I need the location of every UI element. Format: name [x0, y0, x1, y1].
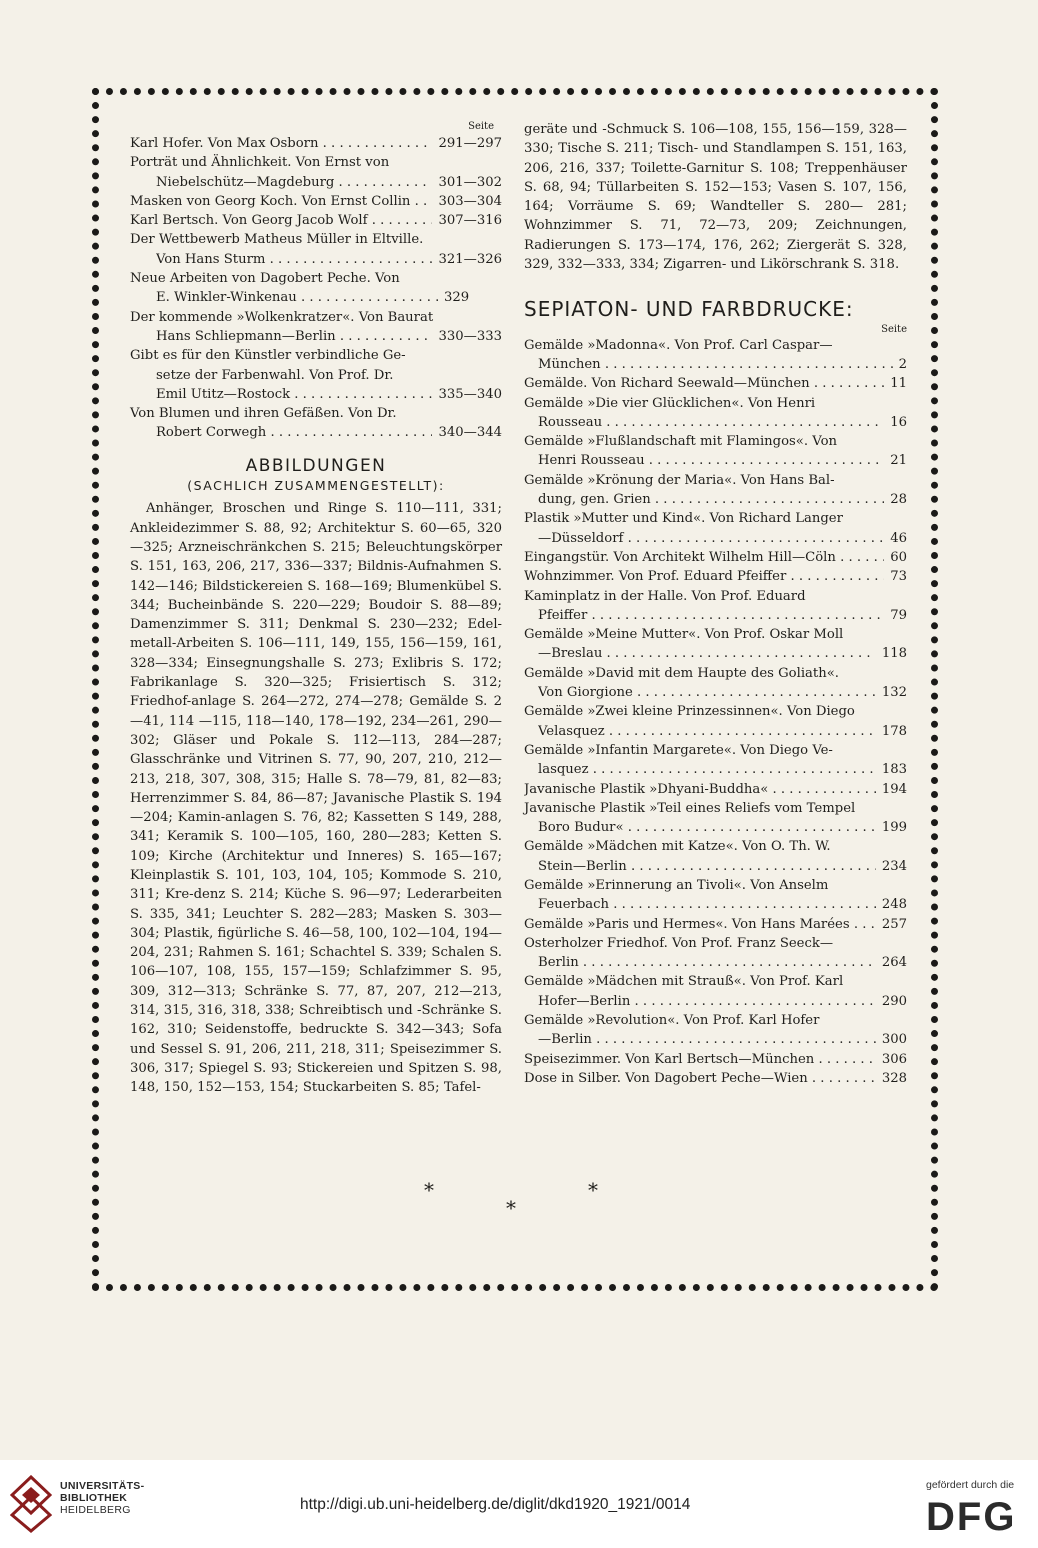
- plate-page-number: 234: [881, 858, 907, 874]
- ornamental-border-bottom: [92, 1284, 938, 1291]
- funded-by-label: gefördert durch die: [926, 1479, 1015, 1491]
- plate-title-line: Gemälde »David mit dem Haupte des Goliath«.: [524, 665, 839, 681]
- plate-title-line: Gemälde »Infantin Margarete«. Von Diego Ve-: [524, 742, 833, 758]
- plate-entry: [524, 374, 907, 393]
- plate-page-number: 16: [890, 414, 907, 430]
- plate-title-line: Pfeiffer . . .: [538, 606, 884, 625]
- plate-entry: [524, 336, 907, 375]
- plate-entry: [524, 587, 907, 626]
- ornament-star-right: *: [588, 1178, 598, 1202]
- plate-title-line: Berlin . . .: [538, 953, 876, 972]
- plate-title-line: Osterholzer Friedhof. Von Prof. Franz Seeck—: [524, 935, 834, 951]
- plate-list: [524, 336, 907, 1089]
- article-title-line: setze der Farbenwahl. Von Prof. Dr.: [156, 367, 394, 383]
- article-page-number: 330—333: [438, 328, 502, 344]
- plate-page-number: 2: [898, 356, 907, 372]
- article-title-line: Von Hans Sturm . . .: [156, 250, 432, 269]
- plate-page-number: 248: [881, 897, 907, 913]
- article-list: [130, 134, 502, 443]
- article-page-number: 307—316: [438, 213, 502, 229]
- article-entry: [130, 308, 502, 347]
- plate-entry: [524, 567, 907, 586]
- plate-title-line: Dose in Silber. Von Dagobert Peche—Wien . . .: [524, 1069, 876, 1088]
- abbildungen-index-text: Anhänger, Broschen und Ringe S. 110—111, 331; Ankleidezimmer S. 88, 92; Architektur S. 60—65, 320 —325; Arzneischränkchen S. 215; Beleuchtungskörper S. 151, 163, 206, 217, 336—337; Bildnis-Aufnahmen S. 142—146; Bildstickereien S. 168—169; Blumenkübel S. 344; Bucheinbände S. 220—229; Boudoir S. 88—89; Damenzimmer S. 311; Denkmal S. 230—232; Edel-metall-Arbeiten S. 106—111, 149, 155, 156—159, 161, 328—334; Einsegnungshalle S. 273; Exlibris S. 172; Fabrikanlage S. 320—325; Frisiertisch S. 312; Friedhof-anlage S. 264—272, 274—278; Gemälde S. 2—41, 114 —115, 118—140, 178—192, 234—261, 290—302; Gläser und Pokale S. 112—113, 284—287; Glasschränke und Vitrinen S. 77, 90, 207, 210, 212—213, 218, 307, 308, 315; Halle S. 78—79, 81, 82—83; Herrenzimmer S. 84, 86—87; Javanische Plastik S. 194—204; Kamin-anlagen S. 76, 82; Kassetten S 149, 288, 341; Keramik S. 100—105, 160, 280—283; Ketten S. 109; Kirche (Architektur und Inneres) S. 165—167; Kleinplastik S. 101, 103, 104, 105; Kommode S. 210, 311; Kre-denz S. 214; Küche S. 96—97; Lederarbeiten S. 335, 341; Leuchter S. 282—283; Masken S. 303—304; Plastik, figürliche S. 46—58, 100, 102—104, 194— 204, 231; Rahmen S. 161; Schachtel S. 339; Schalen S. 106—107, 108, 155, 157—159; Schlafzimmer S. 95, 309, 312—313; Schränke S. 77, 87, 207, 212—213, 314, 315, 316, 318, 338; Schreibtisch und -Schränke S. 162, 310; Seidenstoffe, bedruckte S. 342—343; Sofa und Sessel S. 91, 206, 211, 218, 311; Speisezimmer S. 306, 317; Spiegel S. 93; Stickereien und Spitzen S. 98, 148, 150, 152—153, 154; Stuckarbeiten S. 85; Tafel-: [130, 501, 502, 1096]
- plate-title-line: dung, gen. Grien . . .: [538, 490, 884, 509]
- plate-title-line: Feuerbach . . .: [538, 895, 876, 914]
- article-title-line: Von Blumen und ihren Gefäßen. Von Dr.: [130, 406, 397, 422]
- ornament-star-center: *: [506, 1196, 516, 1220]
- plate-title-line: Plastik »Mutter und Kind«. Von Richard Langer: [524, 511, 843, 527]
- article-page-number: 335—340: [438, 386, 502, 402]
- abbildungen-index-continuation: geräte und -Schmuck S. 106—108, 155, 156—159, 328—330; Tische S. 211; Tisch- und Standlampen S. 151, 163, 206, 216, 337; Toilette-Garnitur S. 108; Treppenhäuser S. 68, 94; Tüllarbeiten S. 152—153; Vasen S. 107, 156, 164; Vorräume S. 69; Wandteller S. 280— 281; Wohnzimmer S. 71, 72—73, 209; Zeichnungen, Radierungen S. 173—174, 176, 262; Ziergerät S. 328, 329, 332—333, 334; Zigarren- und Likörschrank S. 318.: [524, 122, 907, 273]
- plate-title-line: Henri Rousseau . . .: [538, 451, 884, 470]
- article-entry: [130, 346, 502, 404]
- plate-title-line: lasquez . . .: [538, 760, 876, 779]
- plate-title-line: Gemälde »Zwei kleine Prinzessinnen«. Von Diego: [524, 704, 855, 720]
- abbildungen-subheading: (SACHLICH ZUSAMMENGESTELLT):: [187, 478, 445, 494]
- article-page-number: 321—326: [438, 251, 502, 267]
- sepiaton-heading: SEPIATON- UND FARBDRUCKE:: [524, 297, 854, 322]
- plate-title-line: Kaminplatz in der Halle. Von Prof. Eduard: [524, 588, 806, 604]
- plate-entry: [524, 394, 907, 433]
- plate-title-line: Wohnzimmer. Von Prof. Eduard Pfeiffer . . .: [524, 567, 884, 586]
- plate-entry: [524, 664, 907, 703]
- plate-title-line: Gemälde »Madonna«. Von Prof. Carl Caspar—: [524, 337, 833, 353]
- left-column: [130, 120, 502, 1098]
- plate-entry: [524, 1069, 907, 1088]
- dfg-logo: DFG: [926, 1495, 1017, 1539]
- plate-page-number: 73: [890, 569, 907, 585]
- plate-page-number: 21: [890, 453, 907, 469]
- plate-title-line: Speisezimmer. Von Karl Bertsch—München . . .: [524, 1050, 876, 1069]
- ornamental-border-top: [92, 88, 938, 95]
- library-name: [60, 1480, 144, 1516]
- plate-page-number: 264: [881, 955, 907, 971]
- plate-entry: [524, 799, 907, 838]
- article-title-line: Karl Bertsch. Von Georg Jacob Wolf . . .: [130, 211, 432, 230]
- plate-title-line: Boro Budur« . . .: [538, 818, 876, 837]
- plate-page-number: 132: [881, 685, 907, 701]
- plate-title-line: Velasquez . . .: [538, 722, 876, 741]
- plate-title-line: Rousseau . . .: [538, 413, 884, 432]
- seite-label-right: Seite: [881, 323, 907, 335]
- article-entry: [130, 134, 502, 153]
- plate-entry: [524, 780, 907, 799]
- plate-title-line: Gemälde »Mädchen mit Strauß«. Von Prof. Karl: [524, 974, 844, 990]
- plate-title-line: Javanische Plastik »Teil eines Reliefs vom Tempel: [524, 800, 856, 816]
- article-entry: [130, 404, 502, 443]
- plate-title-line: Gemälde »Meine Mutter«. Von Prof. Oskar Moll: [524, 627, 844, 643]
- plate-title-line: Gemälde »Krönung der Maria«. Von Hans Bal-: [524, 472, 835, 488]
- plate-title-line: Gemälde »Die vier Glücklichen«. Von Henri: [524, 395, 816, 411]
- article-entry: [130, 192, 502, 211]
- article-title-line: Porträt und Ähnlichkeit. Von Ernst von: [130, 155, 390, 171]
- plate-entry: [524, 1011, 907, 1050]
- plate-page-number: 79: [890, 607, 907, 623]
- ornament-star-left: *: [424, 1178, 434, 1202]
- article-entry: [130, 269, 502, 308]
- plate-page-number: 300: [881, 1032, 907, 1048]
- article-page-number: 291—297: [438, 136, 502, 151]
- plate-title-line: Javanische Plastik »Dhyani-Buddha« . . .: [524, 780, 876, 799]
- plate-page-number: 28: [890, 492, 907, 508]
- plate-entry: [524, 509, 907, 548]
- plate-page-number: 118: [881, 646, 907, 662]
- article-title-line: E. Winkler-Winkenau . . .: [156, 288, 438, 307]
- plate-title-line: Hofer—Berlin . . .: [538, 992, 876, 1011]
- plate-page-number: 199: [881, 820, 907, 836]
- ornamental-border-right: [931, 88, 938, 1291]
- article-entry: [130, 153, 502, 192]
- plate-page-number: 178: [881, 723, 907, 739]
- plate-entry: [524, 741, 907, 780]
- plate-page-number: 183: [881, 762, 907, 778]
- article-title-line: Der kommende »Wolkenkratzer«. Von Baurat: [130, 309, 434, 325]
- plate-title-line: Von Giorgione . . .: [538, 683, 876, 702]
- plate-entry: [524, 934, 907, 973]
- plate-page-number: 306: [881, 1051, 907, 1067]
- library-line-2: BIBLIOTHEK: [60, 1492, 128, 1504]
- plate-title-line: Gemälde. Von Richard Seewald—München . . .: [524, 374, 884, 393]
- library-line-1: UNIVERSITÄTS-: [60, 1480, 145, 1492]
- plate-title-line: München . . .: [538, 355, 893, 374]
- article-page-number: 303—304: [438, 193, 502, 209]
- digital-copy-url[interactable]: http://digi.ub.uni-heidelberg.de/diglit/dkd1920_1921/0014: [300, 1496, 691, 1513]
- article-title-line: Gibt es für den Künstler verbindliche Ge-: [130, 348, 406, 364]
- plate-title-line: Stein—Berlin . . .: [538, 857, 876, 876]
- article-title-line: Neue Arbeiten von Dagobert Peche. Von: [130, 271, 400, 287]
- article-title-line: Emil Utitz—Rostock . . .: [156, 385, 432, 404]
- plate-title-line: Gemälde »Erinnerung an Tivoli«. Von Anselm: [524, 877, 829, 893]
- plate-entry: [524, 915, 907, 934]
- article-title-line: Der Wettbewerb Matheus Müller in Eltville.: [130, 232, 424, 248]
- plate-title-line: Gemälde »Revolution«. Von Prof. Karl Hofer: [524, 1013, 820, 1029]
- plate-entry: [524, 548, 907, 567]
- plate-page-number: 46: [890, 530, 907, 546]
- right-column: [524, 120, 907, 1088]
- plate-entry: [524, 702, 907, 741]
- article-page-number: 340—344: [438, 425, 502, 441]
- plate-entry: [524, 471, 907, 510]
- plate-entry: [524, 972, 907, 1011]
- plate-title-line: Gemälde »Mädchen mit Katze«. Von O. Th. W.: [524, 839, 831, 855]
- article-title-line: Karl Hofer. Von Max Osborn . . .: [130, 134, 432, 153]
- plate-title-line: —Breslau . . .: [538, 644, 876, 663]
- plate-entry: [524, 837, 907, 876]
- digitization-footer: [0, 1460, 1038, 1548]
- article-page-number: 301—302: [438, 174, 502, 190]
- abbildungen-heading: ABBILDUNGEN: [245, 455, 387, 476]
- plate-title-line: Eingangstür. Von Architekt Wilhelm Hill—Cöln . . .: [524, 548, 884, 567]
- plate-entry: [524, 876, 907, 915]
- plate-page-number: 290: [881, 993, 907, 1009]
- plate-page-number: 11: [890, 376, 907, 392]
- article-entry: [130, 211, 502, 230]
- university-library-logo-icon: [10, 1475, 52, 1533]
- plate-page-number: 328: [881, 1070, 907, 1086]
- plate-title-line: Gemälde »Flußlandschaft mit Flamingos«. Von: [524, 434, 838, 450]
- seite-label-left: Seite: [468, 121, 494, 132]
- plate-title-line: —Düsseldorf . . .: [538, 529, 884, 548]
- plate-entry: [524, 1050, 907, 1069]
- article-entry: [130, 230, 502, 269]
- article-title-line: Niebelschütz—Magdeburg . . .: [156, 173, 432, 192]
- article-title-line: Masken von Georg Koch. Von Ernst Collin . . .: [130, 192, 432, 211]
- ornamental-border-left: [92, 88, 99, 1291]
- plate-title-line: —Berlin . . .: [538, 1030, 876, 1049]
- plate-page-number: 60: [890, 549, 907, 565]
- plate-entry: [524, 625, 907, 664]
- article-title-line: Hans Schliepmann—Berlin . . .: [156, 327, 432, 346]
- article-page-number: 329: [444, 290, 470, 306]
- library-line-3: HEIDELBERG: [60, 1504, 131, 1516]
- plate-title-line: Gemälde »Paris und Hermes«. Von Hans Marées . . .: [524, 915, 876, 934]
- plate-page-number: 194: [881, 781, 907, 797]
- article-title-line: Robert Corwegh . . .: [156, 423, 432, 442]
- plate-page-number: 257: [881, 916, 907, 932]
- plate-entry: [524, 432, 907, 471]
